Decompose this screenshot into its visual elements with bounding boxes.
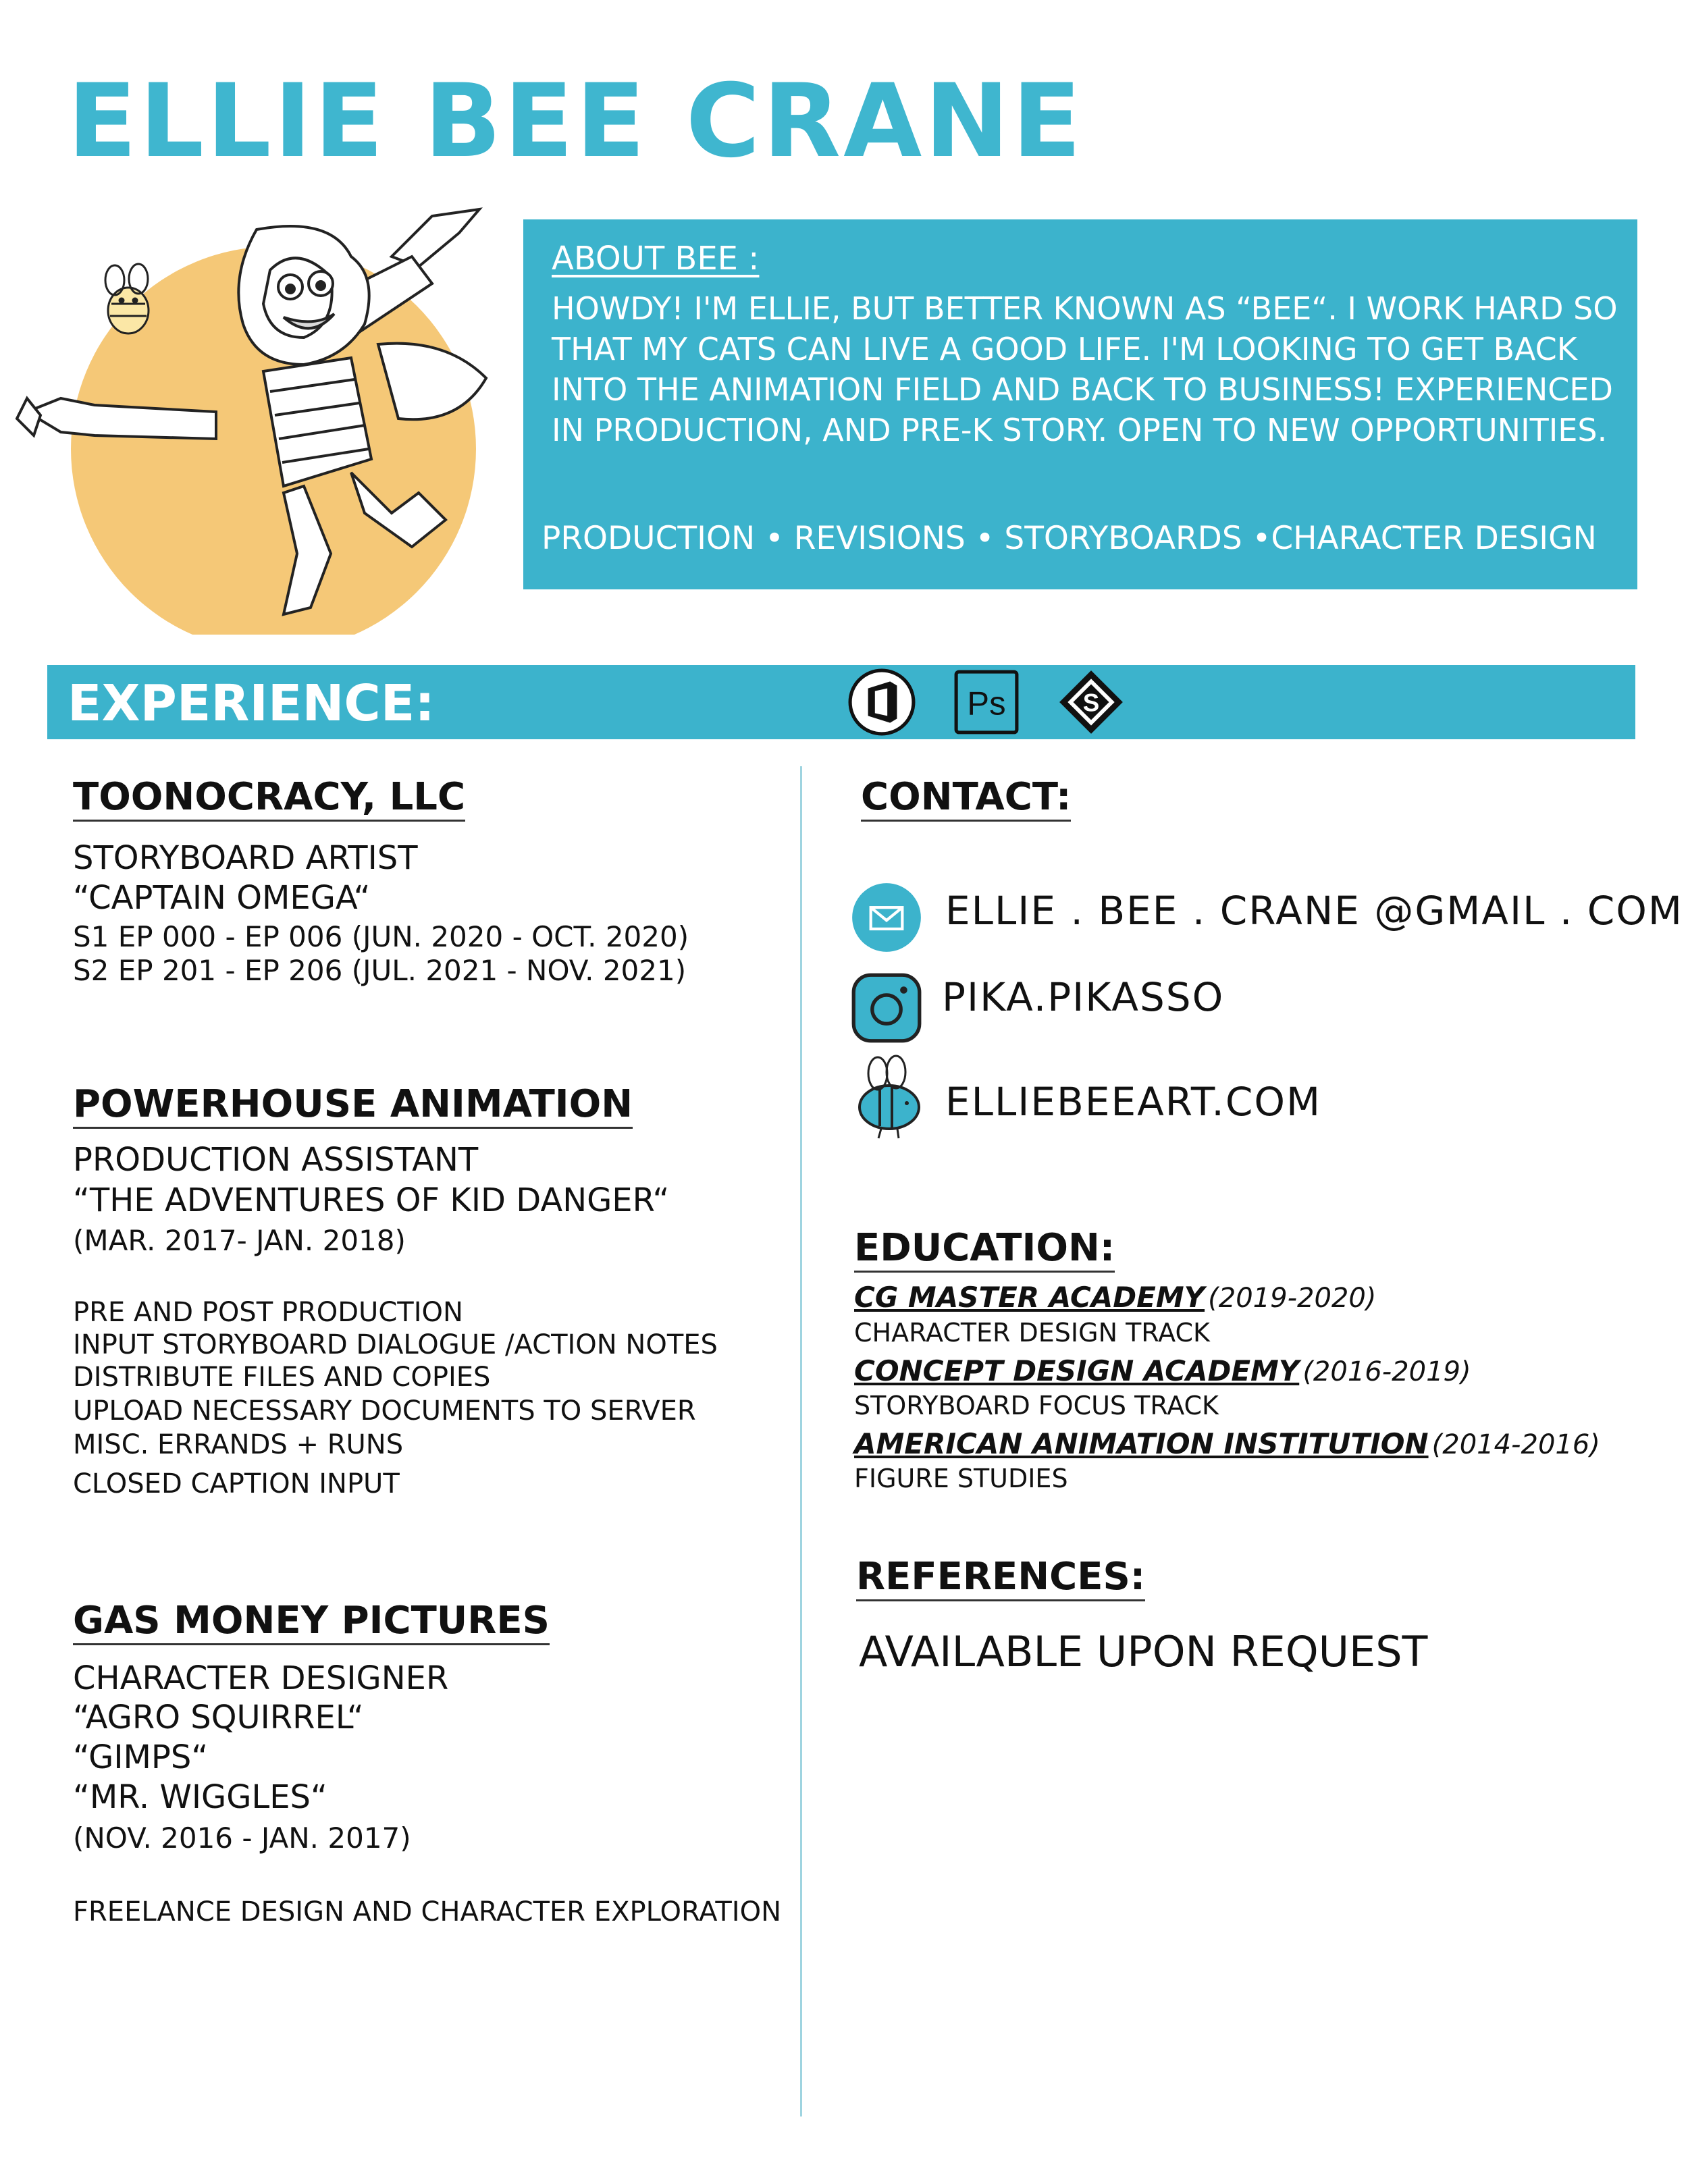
job-role: PRODUCTION ASSISTANT <box>73 1141 479 1179</box>
contact-website[interactable]: ELLIEBEEART.COM <box>945 1079 1322 1125</box>
contact-heading: CONTACT: <box>861 776 1071 822</box>
job-role: STORYBOARD ARTIST <box>73 839 418 877</box>
job-show: “GIMPS“ <box>73 1738 209 1776</box>
storyboard-pro-icon <box>1057 668 1126 737</box>
job-duty: INPUT STORYBOARD DIALOGUE /ACTION NOTES <box>73 1329 718 1360</box>
instagram-icon <box>851 972 922 1044</box>
job-role: CHARACTER DESIGNER <box>73 1659 449 1697</box>
references-heading: REFERENCES: <box>856 1556 1145 1601</box>
about-skills: PRODUCTION • REVISIONS • STORYBOARDS •CHARACTER DESIGN <box>542 520 1597 557</box>
job-duty: PRE AND POST PRODUCTION <box>73 1297 463 1328</box>
office-icon <box>847 668 916 737</box>
about-heading: ABOUT BEE : <box>552 240 760 277</box>
education-entry <box>854 1354 1471 1387</box>
education-years: (2019-2020) <box>1208 1283 1377 1314</box>
about-section <box>523 219 1637 589</box>
education-track: STORYBOARD FOCUS TRACK <box>854 1391 1219 1420</box>
education-heading: EDUCATION: <box>854 1227 1115 1273</box>
job-company: POWERHOUSE ANIMATION <box>73 1084 633 1129</box>
job-company: GAS MONEY PICTURES <box>73 1600 550 1645</box>
contact-email[interactable]: ELLIE . BEE . CRANE @GMAIL . COM <box>945 888 1683 934</box>
job-duty: DISTRIBUTE FILES AND COPIES <box>73 1362 491 1393</box>
job-show: “MR. WIGGLES“ <box>73 1778 327 1816</box>
job-duty: UPLOAD NECESSARY DOCUMENTS TO SERVER <box>73 1395 696 1427</box>
job-show: “THE ADVENTURES OF KID DANGER“ <box>73 1181 670 1219</box>
education-school: CG MASTER ACADEMY <box>854 1281 1205 1314</box>
job-duty: MISC. ERRANDS + RUNS <box>73 1429 404 1460</box>
job-note: FREELANCE DESIGN AND CHARACTER EXPLORATION <box>73 1896 782 1927</box>
bee-mascot-icon <box>105 264 149 334</box>
education-entry <box>854 1427 1600 1460</box>
education-years: (2014-2016) <box>1431 1429 1600 1460</box>
character-illustration <box>14 203 527 635</box>
references-text: AVAILABLE UPON REQUEST <box>859 1627 1428 1676</box>
job-date: (MAR. 2017- JAN. 2018) <box>73 1224 406 1257</box>
job-date: S1 EP 000 - EP 006 (JUN. 2020 - OCT. 2020) <box>73 920 689 953</box>
education-entry <box>854 1281 1376 1314</box>
contact-instagram[interactable]: PIKA.PIKASSO <box>942 974 1225 1020</box>
bee-icon <box>847 1053 928 1141</box>
experience-bar <box>47 665 1635 739</box>
education-school: AMERICAN ANIMATION INSTITUTION <box>854 1427 1429 1460</box>
experience-heading: EXPERIENCE: <box>68 674 435 733</box>
job-show: “CAPTAIN OMEGA“ <box>73 879 371 917</box>
job-show: “AGRO SQUIRREL“ <box>73 1699 364 1736</box>
job-duty: CLOSED CAPTION INPUT <box>73 1468 400 1499</box>
svg-text:Ps: Ps <box>967 685 1006 722</box>
job-company: TOONOCRACY, LLC <box>73 776 465 822</box>
page-title: ELLIE BEE CRANE <box>68 63 1084 180</box>
column-divider <box>800 766 802 2116</box>
svg-text:S: S <box>1082 689 1100 717</box>
education-track: FIGURE STUDIES <box>854 1464 1068 1493</box>
education-track: CHARACTER DESIGN TRACK <box>854 1318 1210 1348</box>
email-icon <box>851 882 922 953</box>
education-years: (2016-2019) <box>1302 1356 1471 1387</box>
about-body: HOWDY! I'M ELLIE, BUT BETTER KNOWN AS “BEE“. I WORK HARD SO THAT MY CATS CAN LIVE A GOOD LIFE. I'M LOOKING TO GET BACK INTO THE ANIMATION FIELD AND BACK TO BUSINESS! EXPERIENCED IN PRODUCTION, AND PRE-K STORY. OPEN TO NEW OPPORTUNITIES. <box>552 290 1618 448</box>
education-school: CONCEPT DESIGN ACADEMY <box>854 1354 1300 1387</box>
job-date: (NOV. 2016 - JAN. 2017) <box>73 1821 411 1855</box>
photoshop-icon <box>952 668 1021 737</box>
job-date: S2 EP 201 - EP 206 (JUL. 2021 - NOV. 2021) <box>73 954 687 987</box>
